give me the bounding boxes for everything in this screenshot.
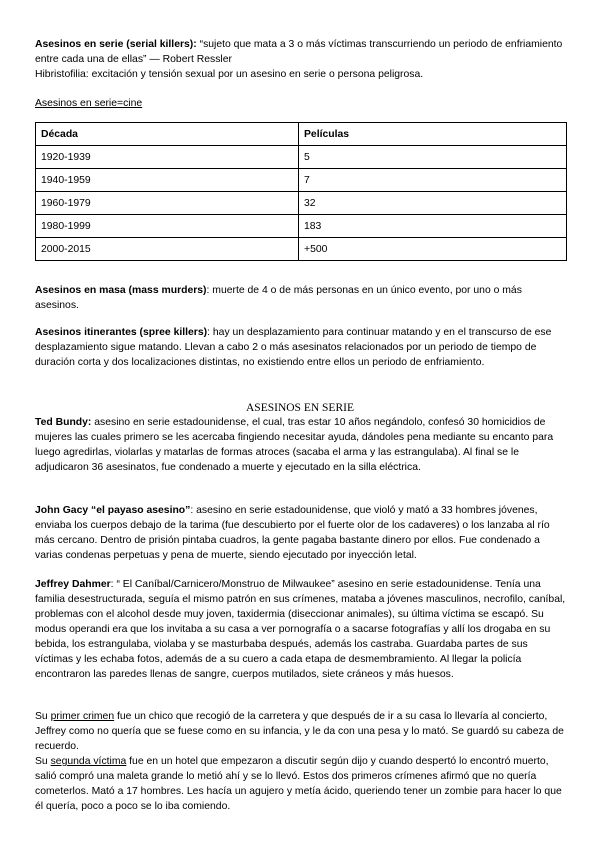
table-cell: 1960-1979	[36, 192, 299, 215]
mass-murders-label: Asesinos en masa (mass murders)	[35, 285, 207, 296]
bundy-paragraph	[35, 415, 567, 475]
table-cell: 1920-1939	[36, 146, 299, 169]
serial-killers-text: “sujeto que mata a 3 o más víctimas transcurriendo un periodo de enfriamiento entre cada una de ellas” — Robert Ressler	[35, 39, 563, 65]
table-cell: 32	[299, 192, 567, 215]
table-row	[36, 146, 567, 169]
table-header-row	[36, 123, 567, 146]
gacy-paragraph	[35, 503, 567, 563]
bundy-text: asesino en serie estadounidense, el cual, tras estar 10 años negándolo, confesó 30 homicidios de mujeres las cuales primero se les acercaba fingiendo necesitar ayuda, dándoles pena mediante su encanto para luego agredirlas, violarlas y matarlas de formas atroces (sacaba el arma y las estrangulaba). Al final se le adjudicaron 36 asesinatos, fue condenado a muerte y ejecutado en la silla eléctrica.	[35, 417, 554, 473]
gacy-text: : asesino en serie estadounidense, que violó y mató a 33 hombres jóvenes, enviaba los cuerpos debajo de la tarima (fue descubierto por el fuerte olor de los cadaveres) o los lanzaba al río más cercano. Dentro de prisión pintaba cuadros, la gente pagaba bastante dinero por ellos. Fue condenado a varias condenas perpetuas y pena de muerte, siendo ejecutado por inyección letal.	[35, 505, 550, 561]
second-victim-paragraph	[35, 754, 567, 814]
table-cell: +500	[299, 238, 567, 261]
spree-killers-text: : hay un desplazamiento para continuar matando y en el transcurso de ese desplazamiento sigue matando. Llevan a cabo 2 o más asesinatos relacionados por un periodo de tiempo de duración corta y dos localizaciones distintas, no existiendo entre ellos un periodo de enfriamiento.	[35, 327, 552, 368]
second-victim-underlined: segunda víctima	[50, 756, 127, 767]
table-header-films: Películas	[299, 123, 567, 146]
cine-heading: Asesinos en serie=cine	[35, 98, 143, 109]
table-row	[36, 169, 567, 192]
table-cell: 183	[299, 215, 567, 238]
section-title: ASESINOS EN SERIE	[246, 402, 354, 414]
table-row	[36, 215, 567, 238]
table-cell: 1940-1959	[36, 169, 299, 192]
spree-killers-label: Asesinos itinerantes (spree killers)	[35, 327, 208, 338]
table-cell: 7	[299, 169, 567, 192]
first-crime-text: fue un chico que recogió de la carretera y que después de ir a su casa lo llevaría al concierto, Jeffrey como no quería que se fuese como en su infancia, y le da con una pesa y lo mató. Se guardó su cabeza de recuerdo.	[35, 711, 564, 752]
table-row	[36, 238, 567, 261]
table-cell: 5	[299, 146, 567, 169]
dahmer-paragraph	[35, 577, 567, 682]
mass-murders-text: : muerte de 4 o de más personas en un único evento, por uno o más asesinos.	[35, 285, 522, 311]
first-crime-paragraph	[35, 709, 567, 754]
hibristofilia-definition: Hibristofilia: excitación y tensión sexual por un asesino en serie o persona peligrosa.	[35, 69, 424, 80]
serial-killers-definition	[35, 37, 567, 67]
second-victim-text: fue en un hotel que empezaron a discutir según dijo y cuando despertó lo encontró muerto, salió compró una maleta grande lo metió ahí y se lo llevó. Estos dos primeros crímenes afirmó que no quería cometerlos. Mató a 17 hombres. Les hacía un agujero y metía ácido, queriendo tener un zombie para hacer lo que él quería, poco a poco se lo iba comiendo.	[35, 756, 562, 812]
films-table	[35, 122, 567, 261]
table-cell: 1980-1999	[36, 215, 299, 238]
bundy-label: Ted Bundy:	[35, 417, 92, 428]
table-header-decade: Década	[36, 123, 299, 146]
dahmer-text: : “ El Caníbal/Carnicero/Monstruo de Milwaukee” asesino en serie estadounidense. Tenía una familia desestructurada, seguía el mismo patrón en sus crímenes, mataba a jóvenes masculinos, necrofilo, caníbal, problemas con el alcohol desde muy joven, taxidermia (diseccionar animales), su última víctima se escapó. Su modus operandi era que los invitaba a su casa a ver pornografía o a sacarse fotografías y allí los drogaba en su bebida, los estrangulaba, violaba y se masturbaba después, además los castraba. Guardaba partes de sus víctimas y les echaba fotos, además de a su cuero a cada etapa de desmembramiento. Al llegar la policía encontraron las paredes llenas de sangre, cuerpos mutilados, siete cráneos y más huesos.	[35, 579, 566, 680]
mass-murders-paragraph	[35, 283, 567, 313]
table-cell: 2000-2015	[36, 238, 299, 261]
gacy-label: John Gacy “el payaso asesino”	[35, 505, 191, 516]
first-crime-prefix: Su	[35, 711, 51, 722]
serial-killers-label: Asesinos en serie (serial killers):	[35, 39, 197, 50]
dahmer-label: Jeffrey Dahmer	[35, 579, 111, 590]
first-crime-underlined: primer crimen	[50, 711, 115, 722]
table-row	[36, 192, 567, 215]
spree-killers-paragraph	[35, 325, 567, 370]
second-victim-prefix: Su	[35, 756, 51, 767]
